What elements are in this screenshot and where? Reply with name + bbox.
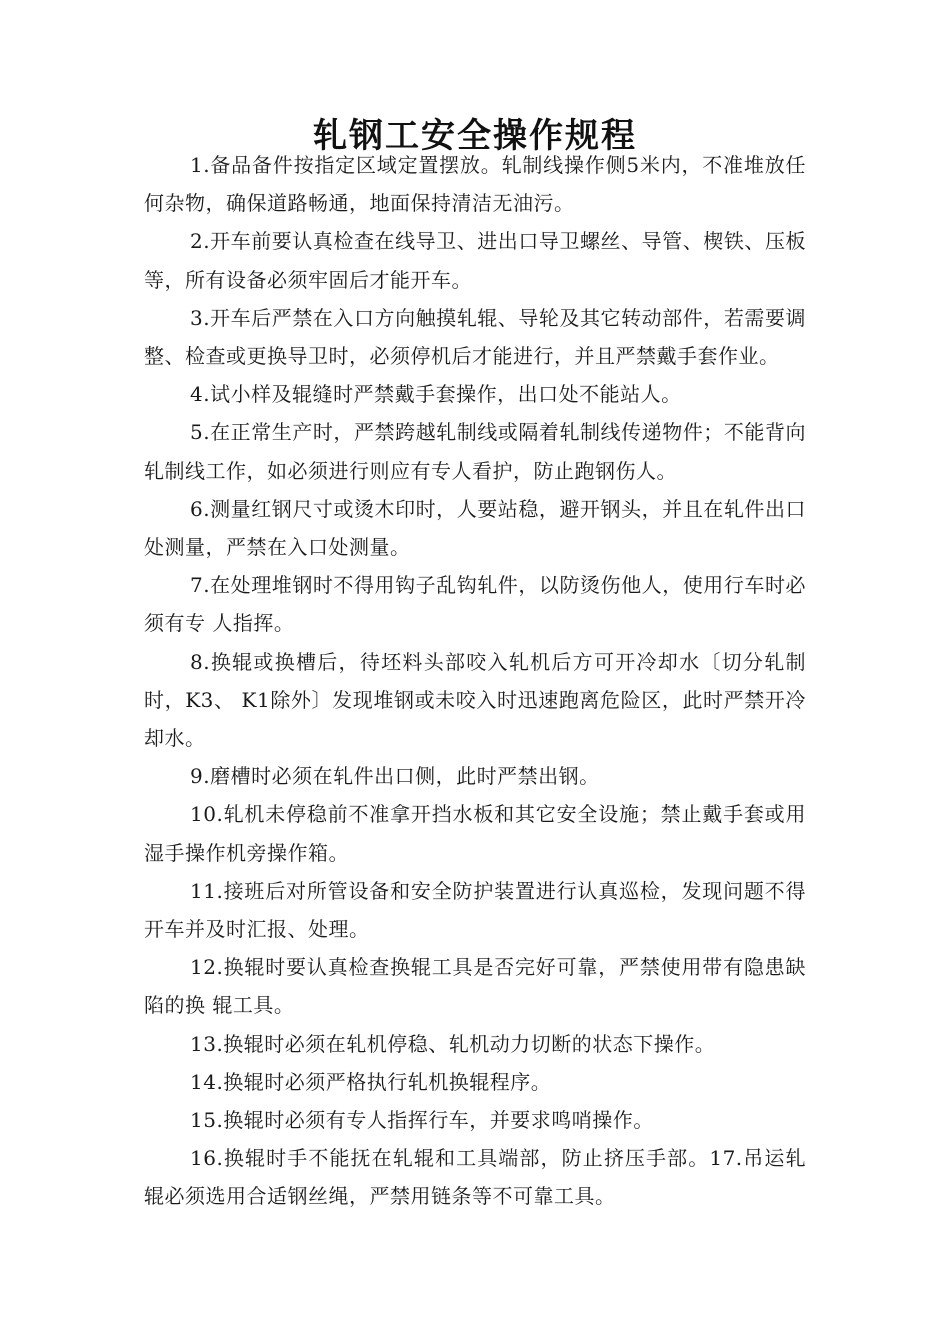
- rule-item-16: 16.换辊时手不能抚在轧辊和工具端部，防止挤压手部。17.吊运轧辊必须选用合适钢丝绳，严禁用链条等不可靠工具。: [144, 1146, 806, 1209]
- rule-item-12: 12.换辊时要认真检查换辊工具是否完好可靠，严禁使用带有隐患缺陷的换 辊工具。: [144, 955, 806, 1018]
- rule-item-15: 15.换辊时必须有专人指挥行车，并要求鸣哨操作。: [190, 1108, 654, 1133]
- rule-item-13: 13.换辊时必须在轧机停稳、轧机动力切断的状态下操作。: [190, 1031, 716, 1056]
- rule-item-14: 14.换辊时必须严格执行轧机换辊程序。: [190, 1069, 552, 1094]
- document-body: [144, 146, 806, 1216]
- rule-item-2: 2.开车前要认真检查在线导卫、进出口导卫螺丝、导管、楔铁、压板等，所有设备必须牢固后才能开车。: [144, 229, 806, 292]
- document-title: 轧钢工安全操作规程: [313, 115, 637, 156]
- rule-item-10: 10.轧机未停稳前不准拿开挡水板和其它安全设施；禁止戴手套或用湿手操作机旁操作箱。: [144, 802, 806, 865]
- rule-item-1: 1.备品备件按指定区域定置摆放。轧制线操作侧5米内，不准堆放任何杂物，确保道路畅通，地面保持清洁无油污。: [144, 153, 806, 216]
- rule-item-5: 5.在正常生产时，严禁跨越轧制线或隔着轧制线传递物件；不能背向轧制线工作，如必须进行则应有专人看护，防止跑钢伤人。: [144, 420, 806, 483]
- rule-item-4: 4.试小样及辊缝时严禁戴手套操作，出口处不能站人。: [190, 382, 682, 407]
- rule-item-11: 11.接班后对所管设备和安全防护装置进行认真巡检，发现问题不得开车并及时汇报、处理。: [144, 878, 806, 942]
- rule-item-7: 7.在处理堆钢时不得用钩子乱钩轧件，以防烫伤他人，使用行车时必须有专 人指挥。: [144, 573, 806, 636]
- rule-item-6: 6.测量红钢尺寸或烫木印时，人要站稳，避开钢头，并且在轧件出口处测量，严禁在入口处测量。: [144, 496, 806, 560]
- rule-item-3: 3.开车后严禁在入口方向触摸轧辊、导轮及其它转动部件，若需要调整、检查或更换导卫时，必须停机后才能进行，并且严禁戴手套作业。: [144, 305, 806, 369]
- rule-item-8: 8.换辊或换槽后，待坯料头部咬入轧机后方可开冷却水〔切分轧制时，K3、 K1除外〕发现堆钢或未咬入时迅速跑离危险区，此时严禁开冷却水。: [144, 649, 806, 751]
- rule-item-9: 9.磨槽时必须在轧件出口侧，此时严禁出钢。: [190, 764, 600, 789]
